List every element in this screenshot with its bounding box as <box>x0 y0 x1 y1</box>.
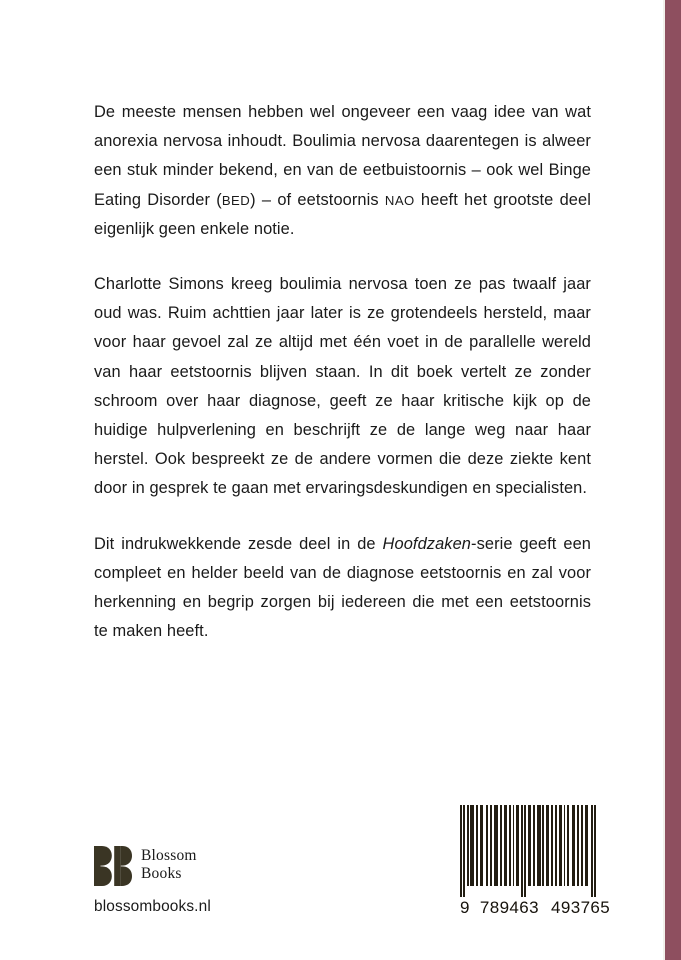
isbn-barcode <box>460 805 611 917</box>
bb-monogram-icon <box>94 846 132 886</box>
publisher-website: blossombooks.nl <box>94 898 211 915</box>
barcode-bar <box>480 805 483 886</box>
barcode-bar <box>591 805 593 897</box>
barcode-bar <box>551 805 553 886</box>
barcode-bar <box>504 805 507 886</box>
barcode-bar <box>494 805 498 886</box>
barcode-bar <box>581 805 583 886</box>
book-spine-band <box>665 0 681 960</box>
barcode-bar <box>460 805 462 897</box>
barcode-bar <box>555 805 557 886</box>
publisher-logo <box>94 845 324 887</box>
barcode-bar <box>500 805 502 886</box>
publisher-name-line-1: Blossom <box>141 847 197 864</box>
barcode-bar <box>567 805 569 886</box>
barcode-digits-right: 493765 <box>551 898 611 917</box>
publisher-name <box>141 847 197 882</box>
barcode-bar <box>467 805 469 886</box>
barcode-bar <box>513 805 514 886</box>
barcode-digits-left: 789463 <box>479 898 539 917</box>
blurb-paragraph-1: De meeste mensen hebben wel ongeveer een vaag idee van wat anorexia nervosa inhoudt. Boulimia nervosa daarentegen is alweer een stuk minder bekend, en van de eetbuistoornis – ook wel Binge Eating Disorder (BED) – of eetstoornis NAO heeft het grootste deel eigenlijk geen enkele notie. <box>94 103 591 238</box>
barcode-bar <box>559 805 562 886</box>
barcode-bar <box>470 805 474 886</box>
barcode-bar <box>528 805 531 886</box>
barcode-bars <box>460 805 600 897</box>
barcode-bar <box>524 805 526 897</box>
barcode-bar <box>577 805 579 886</box>
small-caps-term: BED <box>221 192 251 208</box>
barcode-bar <box>509 805 511 886</box>
back-cover-blurb <box>94 98 591 646</box>
barcode-bar <box>564 805 565 886</box>
barcode-digits <box>460 898 611 917</box>
barcode-bar <box>546 805 549 886</box>
small-caps-term: NAO <box>384 192 415 208</box>
italic-term: Hoofdzaken <box>382 534 472 553</box>
barcode-bar <box>463 805 465 897</box>
blurb-paragraph-2: Charlotte Simons kreeg boulimia nervosa toen ze pas twaalf jaar oud was. Ruim achttien jaar later is ze grotendeels hersteld, maar voor haar gevoel zal ze altijd met één voet in de parallelle wereld van haar eetstoornis blijven staan. In dit boek vertelt ze zonder schroom over haar diagnose, geeft ze haar kritische kijk op de huidige hulpverlening en beschrijft ze de lange weg naar haar herstel. Ook bespreekt ze de andere vormen die deze ziekte kent door in gesprek te gaan met ervaringsdeskundigen en specialisten. <box>94 275 591 498</box>
barcode-bar <box>533 805 535 886</box>
barcode-bar <box>585 805 588 886</box>
barcode-bar <box>476 805 478 886</box>
publisher-name-line-2: Books <box>141 864 182 882</box>
barcode-bar <box>486 805 488 886</box>
barcode-bar <box>521 805 523 897</box>
publisher-block <box>94 845 324 916</box>
barcode-bar <box>537 805 541 886</box>
barcode-bar <box>572 805 575 886</box>
barcode-bar <box>516 805 519 886</box>
barcode-bar <box>594 805 596 897</box>
barcode-bar <box>542 805 544 886</box>
blurb-paragraph-3: Dit indrukwekkende zesde deel in de Hoofdzaken-serie geeft een compleet en helder beeld van de diagnose eetstoornis en zal voor herkenning en begrip zorgen bij iedereen die met een eetstoornis te maken heeft. <box>94 534 591 641</box>
barcode-bar <box>490 805 492 886</box>
barcode-digit-lead: 9 <box>460 898 470 917</box>
